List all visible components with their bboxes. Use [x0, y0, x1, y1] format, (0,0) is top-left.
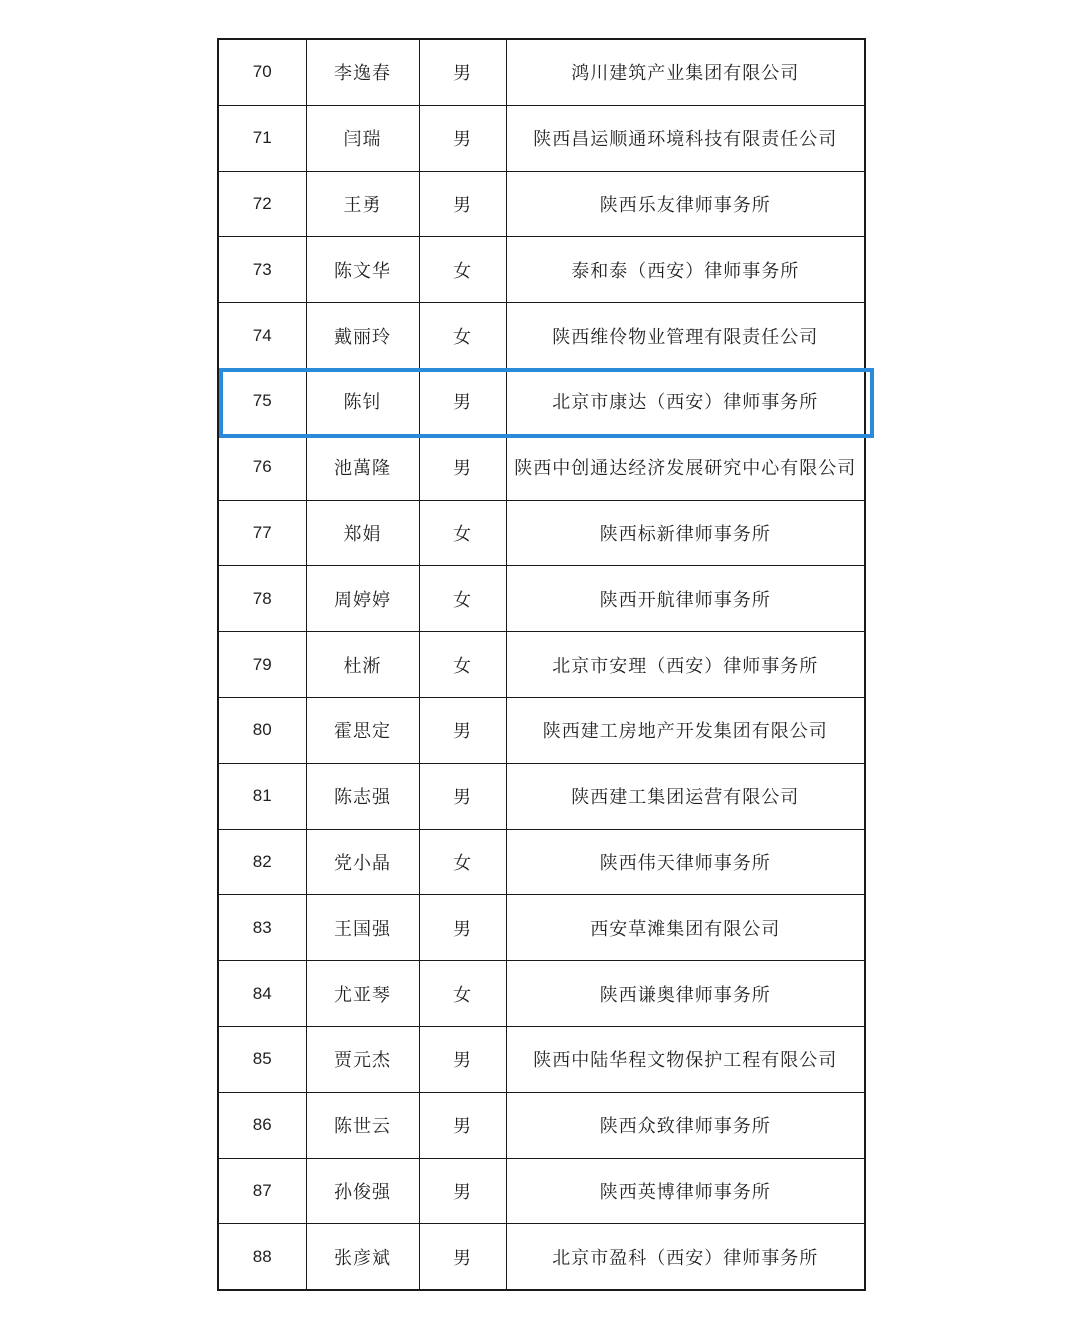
- gender-cell: 女: [419, 303, 506, 369]
- organization-cell: 北京市安理（西安）律师事务所: [506, 632, 865, 698]
- gender-cell: 女: [419, 237, 506, 303]
- table-row: [218, 303, 865, 369]
- row-number-cell: 72: [218, 171, 306, 237]
- organization-cell: 泰和泰（西安）律师事务所: [506, 237, 865, 303]
- table-row: [218, 1158, 865, 1224]
- gender-cell: 女: [419, 829, 506, 895]
- row-number-cell: 78: [218, 566, 306, 632]
- organization-cell: 陕西中创通达经济发展研究中心有限公司: [506, 434, 865, 500]
- person-name-cell: 周婷婷: [306, 566, 419, 632]
- row-number-cell: 82: [218, 829, 306, 895]
- row-number-cell: 83: [218, 895, 306, 961]
- row-number-cell: 74: [218, 303, 306, 369]
- gender-cell: 女: [419, 566, 506, 632]
- organization-cell: 陕西谦奥律师事务所: [506, 961, 865, 1027]
- row-number-cell: 73: [218, 237, 306, 303]
- row-number-cell: 86: [218, 1092, 306, 1158]
- person-name-cell: 郑娟: [306, 500, 419, 566]
- row-number-cell: 76: [218, 434, 306, 500]
- row-number-cell: 71: [218, 105, 306, 171]
- row-number-cell: 80: [218, 697, 306, 763]
- table-row: [218, 1026, 865, 1092]
- person-name-cell: 李逸春: [306, 39, 419, 105]
- person-name-cell: 陈世云: [306, 1092, 419, 1158]
- table-row: [218, 829, 865, 895]
- organization-cell: 陕西众致律师事务所: [506, 1092, 865, 1158]
- table-row: [218, 105, 865, 171]
- organization-cell: 陕西开航律师事务所: [506, 566, 865, 632]
- person-name-cell: 陈钊: [306, 368, 419, 434]
- person-name-cell: 池萬隆: [306, 434, 419, 500]
- person-name-cell: 陈文华: [306, 237, 419, 303]
- organization-cell: 陕西建工集团运营有限公司: [506, 763, 865, 829]
- roster-table: [217, 38, 866, 1291]
- gender-cell: 男: [419, 105, 506, 171]
- organization-cell: 陕西伟天律师事务所: [506, 829, 865, 895]
- gender-cell: 男: [419, 39, 506, 105]
- person-name-cell: 闫瑞: [306, 105, 419, 171]
- table-row: [218, 368, 865, 434]
- person-name-cell: 贾元杰: [306, 1026, 419, 1092]
- gender-cell: 女: [419, 632, 506, 698]
- row-number-cell: 77: [218, 500, 306, 566]
- row-number-cell: 85: [218, 1026, 306, 1092]
- table-row: [218, 39, 865, 105]
- table-row: [218, 566, 865, 632]
- gender-cell: 男: [419, 368, 506, 434]
- gender-cell: 男: [419, 1026, 506, 1092]
- row-number-cell: 84: [218, 961, 306, 1027]
- organization-cell: 陕西英博律师事务所: [506, 1158, 865, 1224]
- table-row: [218, 500, 865, 566]
- person-name-cell: 张彦斌: [306, 1224, 419, 1290]
- gender-cell: 男: [419, 697, 506, 763]
- person-name-cell: 孙俊强: [306, 1158, 419, 1224]
- organization-cell: 陕西标新律师事务所: [506, 500, 865, 566]
- person-name-cell: 王勇: [306, 171, 419, 237]
- organization-cell: 北京市康达（西安）律师事务所: [506, 368, 865, 434]
- organization-cell: 鸿川建筑产业集团有限公司: [506, 39, 865, 105]
- person-name-cell: 霍思定: [306, 697, 419, 763]
- gender-cell: 女: [419, 961, 506, 1027]
- table-row: [218, 1224, 865, 1290]
- gender-cell: 男: [419, 895, 506, 961]
- organization-cell: 陕西中陆华程文物保护工程有限公司: [506, 1026, 865, 1092]
- table-row: [218, 171, 865, 237]
- row-number-cell: 70: [218, 39, 306, 105]
- person-name-cell: 杜淅: [306, 632, 419, 698]
- row-number-cell: 75: [218, 368, 306, 434]
- table-row: [218, 763, 865, 829]
- person-name-cell: 戴丽玲: [306, 303, 419, 369]
- row-number-cell: 79: [218, 632, 306, 698]
- table-row: [218, 961, 865, 1027]
- organization-cell: 陕西昌运顺通环境科技有限责任公司: [506, 105, 865, 171]
- person-name-cell: 尤亚琴: [306, 961, 419, 1027]
- gender-cell: 女: [419, 500, 506, 566]
- roster-table-body: [218, 39, 865, 1290]
- gender-cell: 男: [419, 1224, 506, 1290]
- gender-cell: 男: [419, 1158, 506, 1224]
- table-row: [218, 697, 865, 763]
- gender-cell: 男: [419, 434, 506, 500]
- person-name-cell: 陈志强: [306, 763, 419, 829]
- organization-cell: 陕西建工房地产开发集团有限公司: [506, 697, 865, 763]
- row-number-cell: 87: [218, 1158, 306, 1224]
- gender-cell: 男: [419, 171, 506, 237]
- row-number-cell: 88: [218, 1224, 306, 1290]
- table-row: [218, 434, 865, 500]
- person-name-cell: 王国强: [306, 895, 419, 961]
- organization-cell: 陕西乐友律师事务所: [506, 171, 865, 237]
- organization-cell: 西安草滩集团有限公司: [506, 895, 865, 961]
- gender-cell: 男: [419, 763, 506, 829]
- row-number-cell: 81: [218, 763, 306, 829]
- person-name-cell: 党小晶: [306, 829, 419, 895]
- table-row: [218, 632, 865, 698]
- table-row: [218, 1092, 865, 1158]
- gender-cell: 男: [419, 1092, 506, 1158]
- table-row: [218, 237, 865, 303]
- organization-cell: 陕西维伶物业管理有限责任公司: [506, 303, 865, 369]
- organization-cell: 北京市盈科（西安）律师事务所: [506, 1224, 865, 1290]
- table-row: [218, 895, 865, 961]
